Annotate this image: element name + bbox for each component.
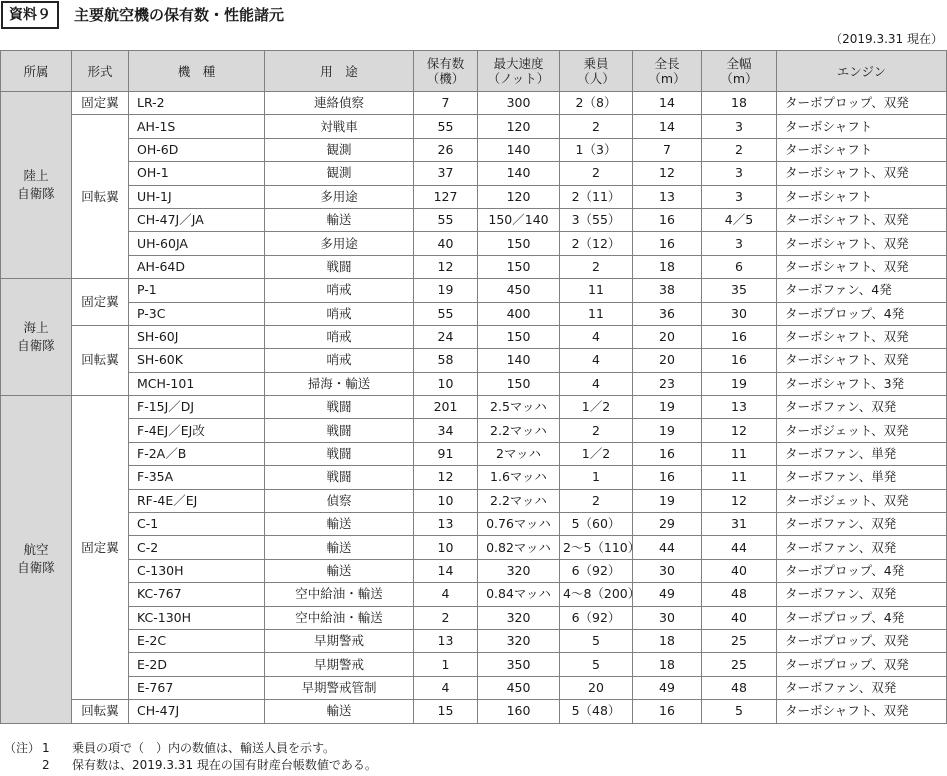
cell-speed: 120: [478, 185, 560, 208]
cell-speed: 150: [478, 372, 560, 395]
cell-purpose: 連絡偵察: [265, 92, 414, 115]
cell-length: 20: [633, 325, 702, 348]
cell-length: 16: [633, 700, 702, 723]
cell-count: 201: [414, 396, 478, 419]
form-cell: 回転翼: [72, 700, 129, 723]
table-row: [1, 676, 947, 699]
form-cell: 回転翼: [72, 115, 129, 279]
cell-width: 40: [702, 606, 777, 629]
cell-purpose: 早期警戒: [265, 629, 414, 652]
cell-model: LR-2: [129, 92, 265, 115]
cell-speed: 320: [478, 606, 560, 629]
cell-count: 13: [414, 629, 478, 652]
table-row: [1, 442, 947, 465]
cell-purpose: 早期警戒管制: [265, 676, 414, 699]
cell-engine: ターボプロップ、双発: [777, 653, 947, 676]
table-row: [1, 302, 947, 325]
cell-width: 3: [702, 162, 777, 185]
cell-width: 6: [702, 255, 777, 278]
table-row: [1, 700, 947, 723]
cell-speed: 2.2マッハ: [478, 419, 560, 442]
cell-length: 49: [633, 583, 702, 606]
cell-crew: 3（55）: [560, 208, 633, 231]
cell-crew: 4: [560, 349, 633, 372]
cell-model: KC-130H: [129, 606, 265, 629]
cell-engine: ターボプロップ、4発: [777, 559, 947, 582]
cell-model: OH-1: [129, 162, 265, 185]
cell-engine: ターボファン、双発: [777, 396, 947, 419]
org-cell: 航空 自衛隊: [1, 396, 72, 723]
cell-count: 26: [414, 138, 478, 161]
cell-count: 10: [414, 489, 478, 512]
cell-purpose: 哨戒: [265, 302, 414, 325]
cell-engine: ターボファン、双発: [777, 676, 947, 699]
cell-length: 18: [633, 255, 702, 278]
cell-crew: 4: [560, 372, 633, 395]
cell-length: 13: [633, 185, 702, 208]
cell-crew: 2（12）: [560, 232, 633, 255]
cell-count: 55: [414, 302, 478, 325]
col-header-form: 形式: [72, 51, 129, 92]
table-row: [1, 606, 947, 629]
cell-crew: 2: [560, 162, 633, 185]
cell-length: 23: [633, 372, 702, 395]
cell-count: 91: [414, 442, 478, 465]
table-row: [1, 208, 947, 231]
cell-crew: 5: [560, 629, 633, 652]
cell-count: 12: [414, 255, 478, 278]
cell-engine: ターボファン、双発: [777, 536, 947, 559]
cell-model: E-2D: [129, 653, 265, 676]
cell-width: 25: [702, 629, 777, 652]
cell-count: 24: [414, 325, 478, 348]
org-cell: 陸上 自衛隊: [1, 92, 72, 279]
cell-model: UH-1J: [129, 185, 265, 208]
cell-speed: 150: [478, 232, 560, 255]
cell-model: OH-6D: [129, 138, 265, 161]
cell-crew: 2（8）: [560, 92, 633, 115]
table-body: [1, 92, 947, 724]
cell-length: 14: [633, 115, 702, 138]
cell-length: 19: [633, 396, 702, 419]
cell-length: 16: [633, 232, 702, 255]
cell-purpose: 早期警戒: [265, 653, 414, 676]
table-header-row: [1, 51, 947, 92]
cell-width: 25: [702, 653, 777, 676]
col-header-purpose: 用 途: [265, 51, 414, 92]
cell-model: F-15J／DJ: [129, 396, 265, 419]
cell-count: 7: [414, 92, 478, 115]
cell-speed: 150: [478, 325, 560, 348]
cell-engine: ターボジェット、双発: [777, 489, 947, 512]
cell-purpose: 多用途: [265, 232, 414, 255]
cell-purpose: 戦闘: [265, 466, 414, 489]
cell-speed: 450: [478, 279, 560, 302]
cell-length: 16: [633, 442, 702, 465]
cell-purpose: 空中給油・輸送: [265, 583, 414, 606]
footnotes: [4, 740, 377, 774]
cell-length: 14: [633, 92, 702, 115]
cell-model: SH-60K: [129, 349, 265, 372]
cell-purpose: 観測: [265, 138, 414, 161]
col-header-speed: 最大速度 （ノット）: [478, 51, 560, 92]
cell-width: 44: [702, 536, 777, 559]
page-title: 主要航空機の保有数・性能諸元: [74, 6, 285, 24]
cell-length: 18: [633, 629, 702, 652]
cell-width: 31: [702, 513, 777, 536]
table-row: [1, 349, 947, 372]
cell-count: 55: [414, 115, 478, 138]
cell-purpose: 観測: [265, 162, 414, 185]
cell-model: AH-64D: [129, 255, 265, 278]
cell-crew: 5: [560, 653, 633, 676]
table-row: [1, 255, 947, 278]
cell-width: 18: [702, 92, 777, 115]
cell-purpose: 対戦車: [265, 115, 414, 138]
cell-engine: ターボシャフト: [777, 115, 947, 138]
cell-crew: 11: [560, 279, 633, 302]
cell-length: 7: [633, 138, 702, 161]
cell-purpose: 戦闘: [265, 442, 414, 465]
cell-speed: 0.84マッハ: [478, 583, 560, 606]
cell-speed: 350: [478, 653, 560, 676]
form-cell: 回転翼: [72, 325, 129, 395]
cell-length: 19: [633, 419, 702, 442]
cell-model: C-2: [129, 536, 265, 559]
cell-crew: 6（92）: [560, 606, 633, 629]
cell-model: F-2A／B: [129, 442, 265, 465]
cell-speed: 150: [478, 255, 560, 278]
table-row: [1, 536, 947, 559]
col-header-engine: エンジン: [777, 51, 947, 92]
table-row: [1, 466, 947, 489]
cell-crew: 2: [560, 489, 633, 512]
cell-engine: ターボシャフト、3発: [777, 372, 947, 395]
cell-engine: ターボファン、双発: [777, 583, 947, 606]
cell-crew: 1／2: [560, 396, 633, 419]
cell-model: P-3C: [129, 302, 265, 325]
cell-speed: 140: [478, 138, 560, 161]
cell-count: 12: [414, 466, 478, 489]
cell-length: 49: [633, 676, 702, 699]
cell-length: 44: [633, 536, 702, 559]
cell-count: 127: [414, 185, 478, 208]
cell-length: 16: [633, 208, 702, 231]
table-row: [1, 325, 947, 348]
cell-model: C-1: [129, 513, 265, 536]
cell-model: F-4EJ／EJ改: [129, 419, 265, 442]
cell-speed: 320: [478, 559, 560, 582]
cell-crew: 2（11）: [560, 185, 633, 208]
form-cell: 固定翼: [72, 279, 129, 326]
table-row: [1, 232, 947, 255]
cell-speed: 320: [478, 629, 560, 652]
cell-model: SH-60J: [129, 325, 265, 348]
cell-crew: 11: [560, 302, 633, 325]
cell-speed: 400: [478, 302, 560, 325]
cell-engine: ターボファン、単発: [777, 442, 947, 465]
cell-purpose: 掃海・輸送: [265, 372, 414, 395]
cell-model: P-1: [129, 279, 265, 302]
cell-engine: ターボジェット、双発: [777, 419, 947, 442]
cell-width: 48: [702, 583, 777, 606]
cell-width: 16: [702, 325, 777, 348]
cell-width: 2: [702, 138, 777, 161]
cell-purpose: 哨戒: [265, 325, 414, 348]
cell-count: 15: [414, 700, 478, 723]
cell-width: 12: [702, 489, 777, 512]
cell-purpose: 戦闘: [265, 396, 414, 419]
col-header-count: 保有数 （機）: [414, 51, 478, 92]
cell-model: E-767: [129, 676, 265, 699]
cell-crew: 2: [560, 115, 633, 138]
cell-engine: ターボシャフト、双発: [777, 208, 947, 231]
cell-width: 13: [702, 396, 777, 419]
cell-model: E-2C: [129, 629, 265, 652]
table-row: [1, 419, 947, 442]
table-row: [1, 92, 947, 115]
cell-count: 2: [414, 606, 478, 629]
cell-length: 12: [633, 162, 702, 185]
cell-engine: ターボプロップ、双発: [777, 92, 947, 115]
cell-count: 1: [414, 653, 478, 676]
cell-purpose: 輸送: [265, 536, 414, 559]
col-header-crew: 乗員 （人）: [560, 51, 633, 92]
table-row: [1, 185, 947, 208]
table-row: [1, 372, 947, 395]
cell-speed: 0.82マッハ: [478, 536, 560, 559]
cell-crew: 2: [560, 419, 633, 442]
cell-width: 40: [702, 559, 777, 582]
cell-purpose: 哨戒: [265, 279, 414, 302]
cell-length: 19: [633, 489, 702, 512]
cell-width: 3: [702, 185, 777, 208]
cell-width: 12: [702, 419, 777, 442]
cell-engine: ターボシャフト: [777, 138, 947, 161]
cell-purpose: 戦闘: [265, 419, 414, 442]
cell-count: 55: [414, 208, 478, 231]
col-header-org: 所属: [1, 51, 72, 92]
cell-crew: 4: [560, 325, 633, 348]
cell-speed: 1.6マッハ: [478, 466, 560, 489]
cell-purpose: 空中給油・輸送: [265, 606, 414, 629]
table-row: [1, 583, 947, 606]
cell-model: RF-4E／EJ: [129, 489, 265, 512]
cell-count: 10: [414, 536, 478, 559]
cell-count: 19: [414, 279, 478, 302]
form-cell: 固定翼: [72, 396, 129, 700]
cell-count: 14: [414, 559, 478, 582]
cell-engine: ターボファン、4発: [777, 279, 947, 302]
cell-speed: 140: [478, 162, 560, 185]
table-row: [1, 513, 947, 536]
cell-width: 11: [702, 466, 777, 489]
cell-speed: 2マッハ: [478, 442, 560, 465]
cell-crew: 2～5（110）: [560, 536, 633, 559]
table-row: [1, 559, 947, 582]
table-row: [1, 115, 947, 138]
cell-speed: 160: [478, 700, 560, 723]
col-header-length: 全長 （m）: [633, 51, 702, 92]
cell-engine: ターボシャフト、双発: [777, 162, 947, 185]
cell-count: 4: [414, 676, 478, 699]
cell-width: 4／5: [702, 208, 777, 231]
cell-engine: ターボシャフト、双発: [777, 232, 947, 255]
cell-width: 30: [702, 302, 777, 325]
cell-count: 10: [414, 372, 478, 395]
cell-width: 48: [702, 676, 777, 699]
table-row: [1, 396, 947, 419]
cell-length: 29: [633, 513, 702, 536]
cell-engine: ターボプロップ、4発: [777, 302, 947, 325]
cell-length: 30: [633, 559, 702, 582]
cell-purpose: 輸送: [265, 700, 414, 723]
cell-crew: 1／2: [560, 442, 633, 465]
cell-model: UH-60JA: [129, 232, 265, 255]
cell-model: CH-47J／JA: [129, 208, 265, 231]
cell-speed: 120: [478, 115, 560, 138]
cell-speed: 2.5マッハ: [478, 396, 560, 419]
footnote-1: （注） 1 乗員の項で（ ）内の数値は、輸送人員を示す。: [4, 741, 336, 755]
cell-speed: 150／140: [478, 208, 560, 231]
cell-model: C-130H: [129, 559, 265, 582]
date-note: （2019.3.31 現在）: [830, 32, 943, 46]
form-cell: 固定翼: [72, 92, 129, 115]
cell-length: 30: [633, 606, 702, 629]
cell-model: MCH-101: [129, 372, 265, 395]
table-row: [1, 489, 947, 512]
cell-length: 16: [633, 466, 702, 489]
cell-engine: ターボシャフト、双発: [777, 349, 947, 372]
cell-engine: ターボシャフト、双発: [777, 255, 947, 278]
cell-length: 36: [633, 302, 702, 325]
cell-engine: ターボシャフト、双発: [777, 325, 947, 348]
cell-length: 18: [633, 653, 702, 676]
cell-engine: ターボファン、双発: [777, 513, 947, 536]
cell-count: 13: [414, 513, 478, 536]
col-header-model: 機 種: [129, 51, 265, 92]
cell-speed: 2.2マッハ: [478, 489, 560, 512]
cell-speed: 140: [478, 349, 560, 372]
table-row: [1, 629, 947, 652]
table-row: [1, 138, 947, 161]
cell-count: 40: [414, 232, 478, 255]
cell-purpose: 輸送: [265, 513, 414, 536]
cell-crew: 1（3）: [560, 138, 633, 161]
cell-length: 38: [633, 279, 702, 302]
cell-width: 35: [702, 279, 777, 302]
table-row: [1, 162, 947, 185]
cell-purpose: 戦闘: [265, 255, 414, 278]
document-header: [0, 0, 947, 30]
cell-crew: 1: [560, 466, 633, 489]
footnote-2: 2 保有数は、2019.3.31 現在の国有財産台帳数値である。: [42, 758, 377, 772]
cell-width: 5: [702, 700, 777, 723]
cell-purpose: 輸送: [265, 208, 414, 231]
cell-purpose: 多用途: [265, 185, 414, 208]
table-row: [1, 653, 947, 676]
aircraft-table: [0, 50, 947, 724]
cell-purpose: 輸送: [265, 559, 414, 582]
table-row: [1, 279, 947, 302]
cell-width: 16: [702, 349, 777, 372]
cell-engine: ターボプロップ、双発: [777, 629, 947, 652]
cell-model: KC-767: [129, 583, 265, 606]
cell-speed: 300: [478, 92, 560, 115]
cell-count: 34: [414, 419, 478, 442]
footnote-lead: （注）: [4, 741, 41, 755]
cell-crew: 20: [560, 676, 633, 699]
cell-purpose: 哨戒: [265, 349, 414, 372]
col-header-width: 全幅 （m）: [702, 51, 777, 92]
cell-count: 37: [414, 162, 478, 185]
cell-width: 19: [702, 372, 777, 395]
cell-width: 3: [702, 232, 777, 255]
org-cell: 海上 自衛隊: [1, 279, 72, 396]
cell-width: 3: [702, 115, 777, 138]
cell-crew: 5（48）: [560, 700, 633, 723]
material-label: 資料９: [1, 1, 59, 29]
cell-crew: 5（60）: [560, 513, 633, 536]
cell-count: 4: [414, 583, 478, 606]
cell-engine: ターボシャフト、双発: [777, 700, 947, 723]
cell-model: F-35A: [129, 466, 265, 489]
cell-engine: ターボファン、単発: [777, 466, 947, 489]
cell-speed: 450: [478, 676, 560, 699]
cell-count: 58: [414, 349, 478, 372]
cell-engine: ターボプロップ、4発: [777, 606, 947, 629]
cell-crew: 6（92）: [560, 559, 633, 582]
cell-speed: 0.76マッハ: [478, 513, 560, 536]
cell-engine: ターボシャフト: [777, 185, 947, 208]
cell-crew: 4～8（200）: [560, 583, 633, 606]
cell-crew: 2: [560, 255, 633, 278]
cell-purpose: 偵察: [265, 489, 414, 512]
cell-model: CH-47J: [129, 700, 265, 723]
cell-model: AH-1S: [129, 115, 265, 138]
cell-length: 20: [633, 349, 702, 372]
cell-width: 11: [702, 442, 777, 465]
